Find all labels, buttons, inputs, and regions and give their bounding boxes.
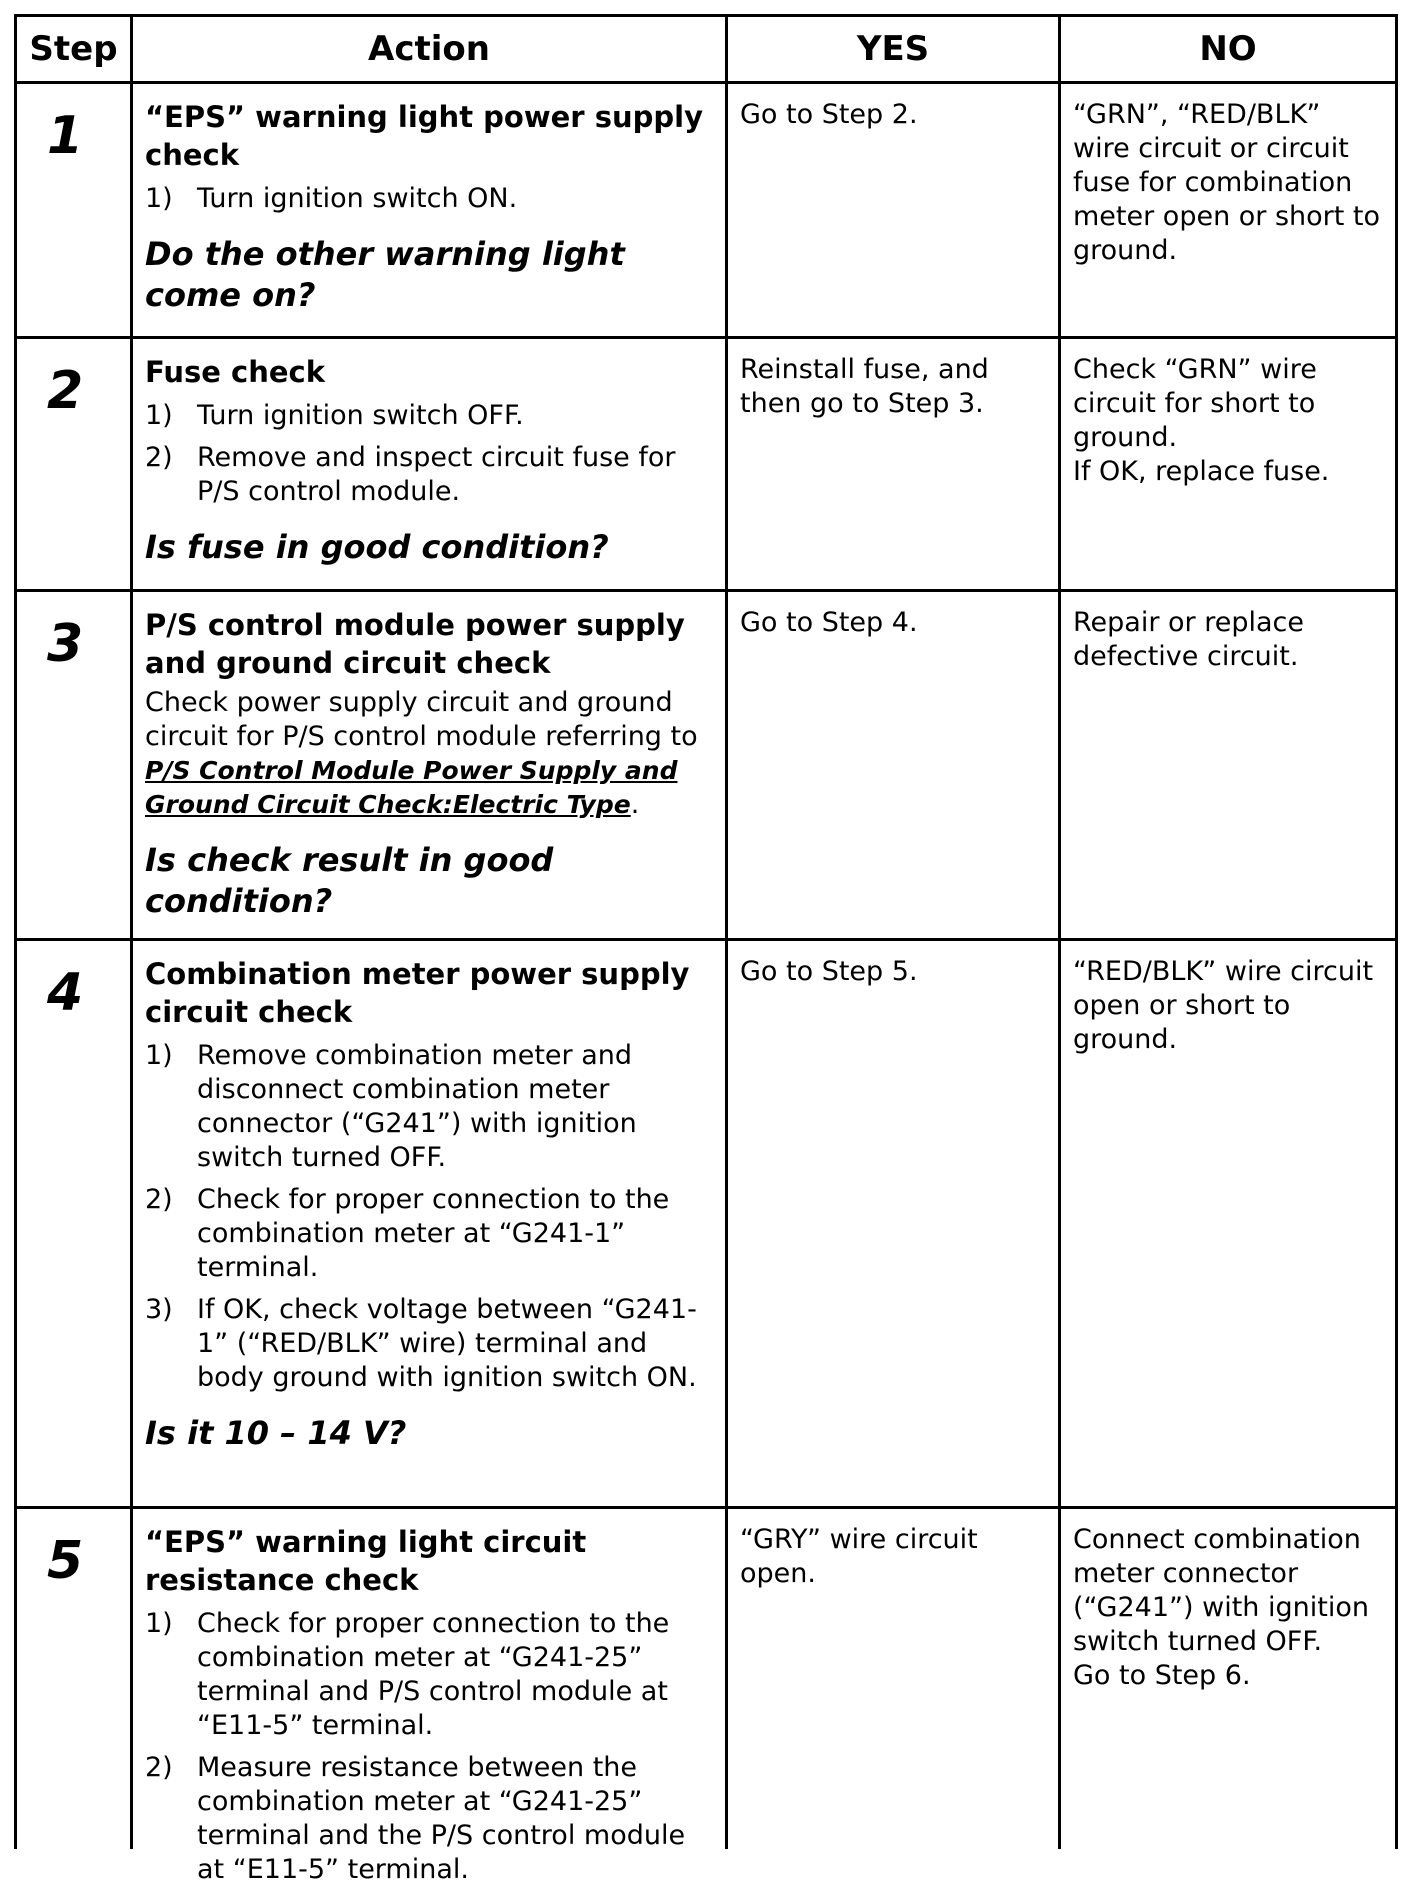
table-row [14,592,1398,941]
action-question: Is fuse in good condition? [145,528,609,566]
yes-cell: Go to Step 4. [728,592,1061,938]
no-text-followup: Go to Step 6. [1073,1660,1251,1691]
action-question: Do the other warning light come on? [145,235,625,314]
no-cell [1061,339,1395,589]
header-no: NO [1199,29,1257,69]
item-text: Check for proper connection to the combination meter at “G241-25” terminal and P/S control module at “E11-5” terminal. [197,1608,670,1741]
header-step: Step [17,17,133,81]
action-title: P/S control module power supply and ground circuit check [145,608,685,680]
action-question: Is check result in good condition? [145,841,554,920]
table-row [14,1509,1398,1885]
step-number: 5 [17,1509,133,1849]
table-row [14,84,1398,339]
table-header [14,14,1398,84]
action-cell [133,592,728,938]
action-item [145,399,713,433]
no-cell [1061,1509,1395,1849]
header-yes: YES [728,17,1061,81]
table-row [14,941,1398,1509]
table-row [14,339,1398,592]
action-cell [133,339,728,589]
header-action: Action [133,17,728,81]
action-title: “EPS” warning light circuit resistance check [145,1525,587,1597]
yes-cell: Go to Step 5. [728,941,1061,1506]
item-text: Turn ignition switch ON. [197,183,518,214]
no-text: Check “GRN” wire circuit for short to ground. [1073,354,1317,453]
action-title: Combination meter power supply circuit check [145,957,690,1029]
item-text: Turn ignition switch OFF. [197,400,524,431]
action-item [145,1607,713,1743]
action-item [145,1751,713,1887]
no-cell: “GRN”, “RED/BLK” wire circuit or circuit fuse for combination meter open or short to ground. [1073,99,1381,266]
step-number: 4 [17,941,133,1506]
item-number: 1) [145,1040,173,1071]
diagnosis-table [14,14,1398,1885]
no-text: Connect combination meter connector (“G241”) with ignition switch turned OFF. [1073,1524,1369,1657]
action-cell [133,941,728,1506]
yes-cell: Reinstall fuse, and then go to Step 3. [728,339,1061,589]
no-cell: Repair or replace defective circuit. [1073,607,1304,672]
yes-cell: “GRY” wire circuit open. [728,1509,1061,1849]
item-number: 2) [145,1184,173,1215]
item-number: 2) [145,1752,173,1783]
item-text: Remove and inspect circuit fuse for P/S control module. [197,442,676,507]
item-number: 2) [145,442,173,473]
item-text: Measure resistance between the combination meter at “G241-25” terminal and the P/S control module at “E11-5” terminal. [197,1752,686,1885]
action-item [145,1183,713,1285]
no-text-followup: If OK, replace fuse. [1073,456,1330,487]
step-number: 1 [17,84,133,336]
no-cell: “RED/BLK” wire circuit open or short to ground. [1073,956,1374,1055]
action-item [145,182,713,216]
item-text: Remove combination meter and disconnect combination meter connector (“G241”) with ignition switch turned OFF. [197,1040,637,1173]
item-text: Check for proper connection to the combination meter at “G241-1” terminal. [197,1184,670,1283]
item-number: 1) [145,400,173,431]
action-question: Is it 10 – 14 V? [145,1414,407,1452]
action-item [145,1293,713,1395]
item-number: 3) [145,1294,173,1325]
action-title: “EPS” warning light power supply check [145,100,703,172]
item-number: 1) [145,1608,173,1639]
action-text-body: Check power supply circuit and ground circuit for P/S control module referring to [145,687,698,752]
action-item [145,441,713,509]
action-item [145,1039,713,1175]
action-cell [133,1509,728,1885]
action-text [145,686,713,822]
step-number: 2 [17,339,133,589]
step-number: 3 [17,592,133,938]
reference-link[interactable]: P/S Control Module Power Supply and Ground Circuit Check:Electric Type [145,756,678,819]
item-text: If OK, check voltage between “G241-1” (“RED/BLK” wire) terminal and body ground with ignition switch ON. [197,1294,697,1393]
yes-cell: Go to Step 2. [728,84,1061,336]
action-title: Fuse check [145,355,326,389]
action-text-end: . [630,789,640,820]
item-number: 1) [145,183,173,214]
action-cell [133,84,728,336]
